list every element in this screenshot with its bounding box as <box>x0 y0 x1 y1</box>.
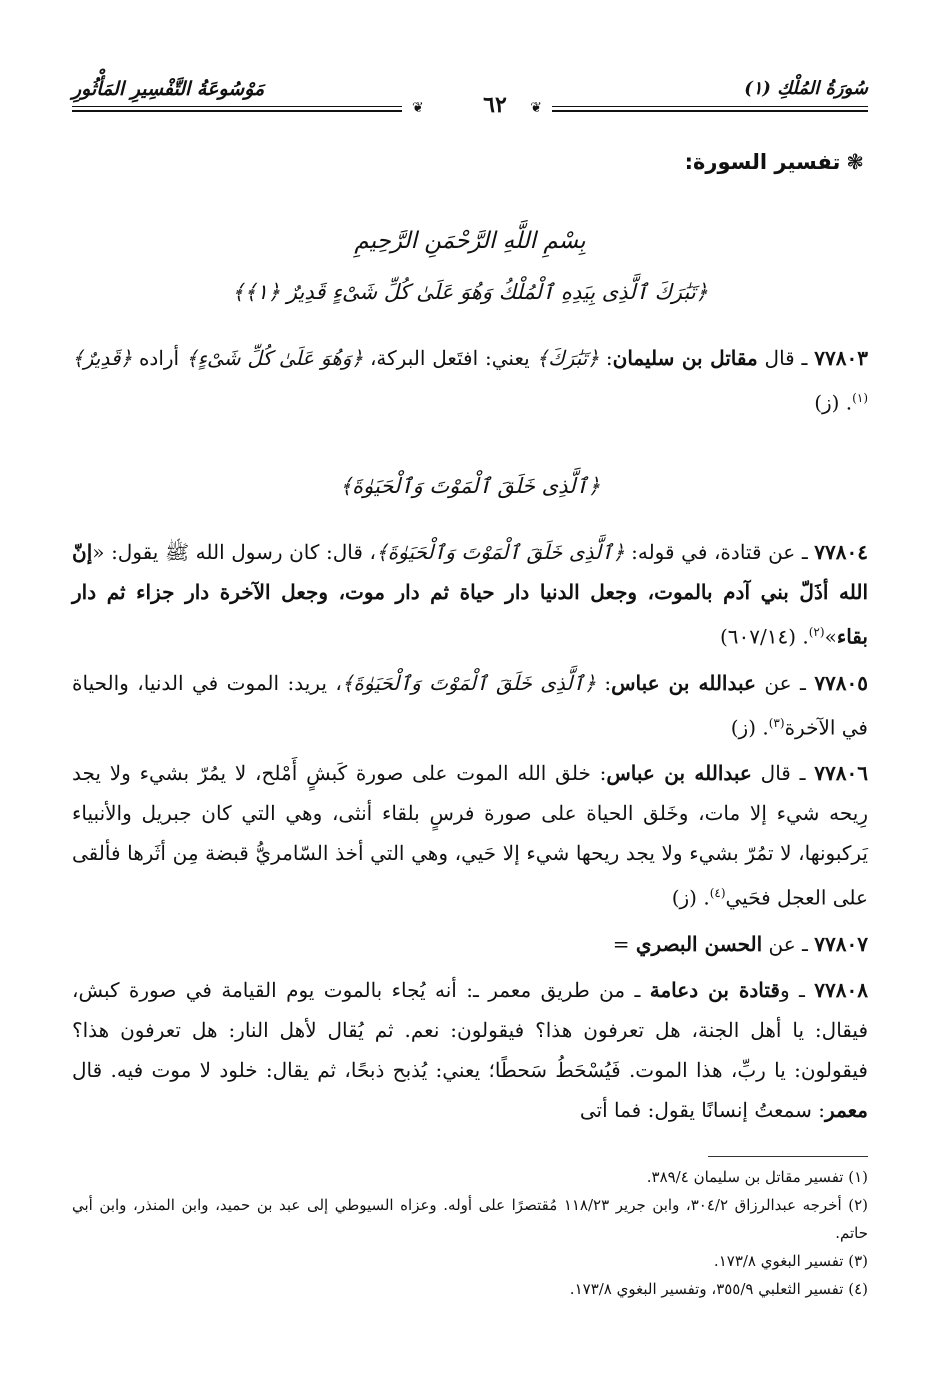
quran-quote: ﴿ٱلَّذِى خَلَقَ ٱلْمَوْتَ وَٱلْحَيَوٰةَ﴾ <box>341 670 596 695</box>
book-running-title: مَوْسُوعَةُ التَّفْسِيرِ المَأْثُورِ <box>72 78 265 100</box>
footnote-ref[interactable]: (١) <box>852 391 868 405</box>
page-header <box>72 72 868 118</box>
entry-77803 <box>72 338 868 423</box>
footnote-1: (١) تفسير مقاتل بن سليمان ٣٨٩/٤. <box>646 1168 868 1186</box>
entry-text: » <box>824 624 837 649</box>
entry-text: أراده <box>132 346 186 370</box>
entry-77806 <box>72 753 868 918</box>
entry-text: ـ عن <box>762 931 815 956</box>
entry-number: ٧٧٨٠٣ <box>814 346 868 370</box>
narrator-name: عبدالله بن عباس <box>611 670 756 695</box>
narrator-name: معمر <box>825 1097 868 1122</box>
entry-77805 <box>72 663 868 748</box>
footnote-2: (٢) أخرجه عبدالرزاق ٣٠٤/٢، وابن جرير ١١٨/٢٣ مُقتصرًا على أوله. وعزاه السيوطي إلى عبد بن حميد، وابن المنذر، وابن أبي حاتم. <box>72 1196 868 1242</box>
entry-text: ، يريد: الموت في الدنيا، والحياة في الآخرة <box>72 670 868 740</box>
entry-77804 <box>72 532 868 657</box>
entry-number: ٧٧٨٠٤ <box>814 540 868 564</box>
ornament-icon: ❦ <box>530 100 542 116</box>
entry-text: : سمعتُ إنسانًا يقول: فما أتى <box>579 1097 826 1122</box>
verse-heading-1: ﴿تَبَٰرَكَ ٱلَّذِى بِيَدِهِ ٱلْمُلْكُ وَهُوَ عَلَىٰ كُلِّ شَىْءٍ قَدِيرٌ ﴿١﴾﴾ <box>232 280 708 304</box>
entry-block-1 <box>72 338 868 429</box>
entry-text: ـ عن <box>755 670 815 695</box>
entry-text: : <box>599 346 613 370</box>
entry-text: ـ قال <box>757 346 815 370</box>
page-number: ٦٢ <box>483 92 507 118</box>
header-rule-left-thick <box>72 110 402 112</box>
narrator-name: قتادة بن دعامة <box>649 977 780 1002</box>
quran-quote: ﴿تَبَٰرَكَ﴾ <box>536 346 600 370</box>
entry-text: : <box>595 670 612 695</box>
footnote-ref[interactable]: (٣) <box>768 715 785 730</box>
entry-number: ٧٧٨٠٨ <box>814 977 868 1002</box>
entry-number: ٧٧٨٠٦ <box>814 761 869 786</box>
header-rule-right <box>552 106 868 107</box>
section-heading <box>685 150 864 174</box>
entry-block-2 <box>72 532 868 1136</box>
entry-text: ـ قال <box>751 761 815 786</box>
entry-77808 <box>72 970 868 1130</box>
entry-text: = <box>612 931 636 956</box>
flower-ornament-icon: ❃ <box>846 150 864 174</box>
basmala: بِسْمِ اللَّهِ الرَّحْمَنِ الرَّحِيمِ <box>354 228 586 254</box>
footnote-ref[interactable]: (٤) <box>709 886 726 901</box>
hadith-text: إنّ الله أذَلّ بني آدم بالموت، وجعل الدنيا دار حياة ثم دار موت، وجعل الآخرة دار جزاء ثم دار بقاء <box>72 540 868 649</box>
footnote-3: (٣) تفسير البغوي ١٧٣/٨. <box>713 1252 868 1270</box>
quran-quote: ﴿ٱلَّذِى خَلَقَ ٱلْمَوْتَ وَٱلْحَيَوٰةَ﴾ <box>375 540 625 564</box>
entry-number: ٧٧٨٠٥ <box>814 670 869 695</box>
entry-text: ، قال: كان رسول الله ﷺ يقول: « <box>92 540 376 564</box>
surah-running-title: سُورَةُ المُلْكِ (١) <box>744 78 868 99</box>
entry-text: ـ و <box>779 977 815 1002</box>
footnotes <box>72 1163 868 1303</box>
header-rule-right-thick <box>552 110 868 112</box>
entry-text: ـ عن قتادة، في قوله: <box>624 540 815 564</box>
entry-text: . (ز) <box>730 715 769 740</box>
entry-number: ٧٧٨٠٧ <box>814 931 868 956</box>
verse-heading-2: ﴿ٱلَّذِى خَلَقَ ٱلْمَوْتَ وَٱلْحَيَوٰةَ﴾ <box>339 474 601 498</box>
quran-quote: ﴿وَهُوَ عَلَىٰ كُلِّ شَىْءٍ﴾ <box>185 346 364 370</box>
entry-text: : خلق الله الموت على صورة كَبشٍ أَمْلح، لا يمُرّ بشيء ولا يجد رِيحه شيء إلا مات، وخَلق الحياة على صورة فرسٍ بلقاء أنثى، وهي التي كان جبريل والأنبياء يَركبونها، لا تمُرّ بشيء ولا يجد ريحها شيء إلا حَيي، وهي التي أخذ السّامريُّ قبضة مِن أثَرها فألقى على العجل فحَيي <box>72 761 868 910</box>
entry-text: . (٦٠٧/١٤) <box>719 624 809 649</box>
header-rule-left <box>72 106 402 107</box>
entry-text: . (ز) <box>671 885 710 910</box>
quran-quote: ﴿قَدِيرٌ﴾ <box>72 346 133 370</box>
entry-text: يعني: افتَعل البركة، <box>363 346 537 370</box>
footnote-ref[interactable]: (٢) <box>808 625 825 639</box>
footnote-separator <box>708 1156 868 1157</box>
entry-77807 <box>72 924 868 964</box>
narrator-name: عبدالله بن عباس <box>606 761 752 786</box>
ornament-icon: ❦ <box>412 100 424 116</box>
entry-text: ـ من طريق معمر ـ: أنه يُجاء بالموت يوم القيامة في صورة كبش، فيقال: يا أهل الجنة، هل تعرفون هذا؟ فيقولون: نعم. ثم يُقال لأهل النار: هل تعرفون هذا؟ فيقولون: يا ربِّ، هذا الموت. فَيُسْحَطُ سَحطًا؛ يعني: يُذبح ذبحًا، ثم يقال: خلود لا موت فيه. قال <box>72 977 868 1082</box>
narrator-name: مقاتل بن سليمان <box>612 346 758 370</box>
narrator-name: الحسن البصري <box>635 931 763 956</box>
entry-text: . (ز) <box>814 390 853 415</box>
section-heading-text: تفسير السورة: <box>684 150 841 174</box>
footnote-4: (٤) تفسير الثعلبي ٣٥٥/٩، وتفسير البغوي ١٧٣/٨. <box>569 1280 868 1298</box>
